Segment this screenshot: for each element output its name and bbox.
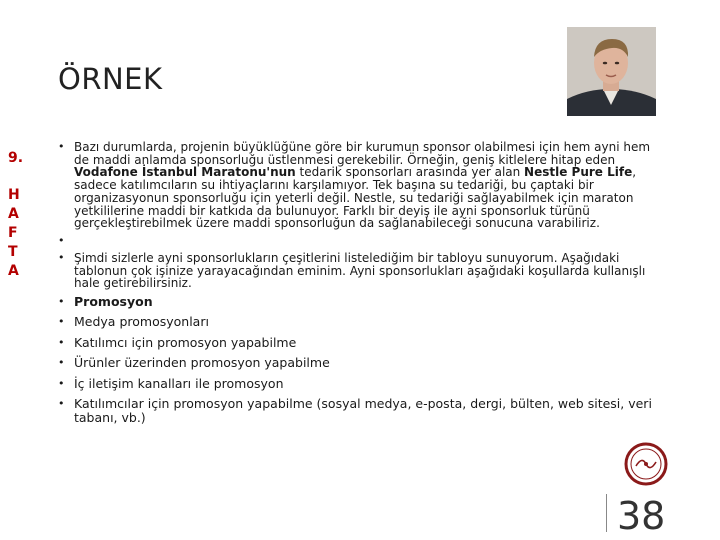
paragraph-1: • Bazı durumlarda, projenin büyüklüğüne göre bir kurumun sponsor olabilmesi için hem ayni hem de maddi anlamda sponsorluğu üstlenmesi gerekebilir. Örneğin, geniş kitlelere hitap eden Vodafone İstanbul Maratonu'nun tedarik sponsorları arasında yer alan Nestle Pure Life, sadece katılımcıların su ihtiyaçlarını karşılamıyor. Tek başına su tedariği, bu çaptaki bir organizasyonun sponsorluğu için yeterli değil. Nestle, su tedariği sağlayabilmek için maraton yetkililerine maddi bir katkıda da bulunuyor. Farklı bir deyiş ile ayni sponsorluk türünü gerçekleştirebilmek üzere maddi sponsorluğun da sağlanabileceği sonucuna varabiliriz. bbox=[58, 140, 651, 231]
presenter-portrait-image bbox=[567, 27, 656, 116]
bullet-icon: • bbox=[58, 335, 65, 349]
side-letter: H bbox=[8, 187, 20, 203]
page-number-divider bbox=[606, 494, 607, 532]
slide-title: ÖRNEK bbox=[58, 62, 163, 96]
sponsor-name: Nestle Pure Life bbox=[524, 165, 633, 180]
bullet-icon: • bbox=[58, 315, 65, 329]
list-item: • Ürünler üzerinden promosyon yapabilme bbox=[58, 355, 330, 371]
page-number: 38 bbox=[617, 494, 666, 538]
side-letter: A bbox=[8, 206, 19, 222]
empty-bullet bbox=[56, 235, 661, 247]
marathon-name: Vodafone İstanbul Maratonu'nun bbox=[74, 165, 296, 180]
list-item: • Katılımcılar için promosyon yapabilme (sosyal medya, e-posta, dergi, bülten, web sitesi, veri tabanı, vb.) bbox=[58, 395, 652, 425]
bullet-icon: • bbox=[58, 295, 65, 309]
bullet-icon: • bbox=[58, 376, 65, 390]
seal-icon bbox=[624, 442, 668, 486]
bullet-icon: • bbox=[58, 356, 65, 370]
list-item: • Promosyon bbox=[58, 294, 153, 310]
side-letter: A bbox=[8, 263, 19, 279]
bullet-icon: • bbox=[58, 396, 65, 410]
side-label bbox=[8, 150, 28, 281]
list-item: • İç iletişim kanalları ile promosyon bbox=[58, 375, 284, 391]
week-number: 9. bbox=[8, 150, 24, 166]
side-letter: F bbox=[8, 225, 18, 241]
list-item: • Katılımcı için promosyon yapabilme bbox=[58, 334, 297, 350]
side-letter: T bbox=[8, 244, 18, 260]
presenter-photo bbox=[567, 27, 656, 116]
bullet-icon: • bbox=[58, 250, 65, 264]
bullet-icon: • bbox=[58, 233, 65, 247]
slide-content bbox=[56, 141, 661, 431]
list-item: • Medya promosyonları bbox=[58, 314, 209, 330]
paragraph-2: • Şimdi sizlerle ayni sponsorlukların çeşitlerini listelediğim bir tabloyu sunuyorum. Aşağıdaki tablonun çok işinize yarayacağından eminim. Ayni sponsorlukları aşağıdaki koşullarda kullanışlı hale getirebilirsiniz. bbox=[58, 250, 646, 291]
bullet-icon: • bbox=[58, 140, 65, 153]
